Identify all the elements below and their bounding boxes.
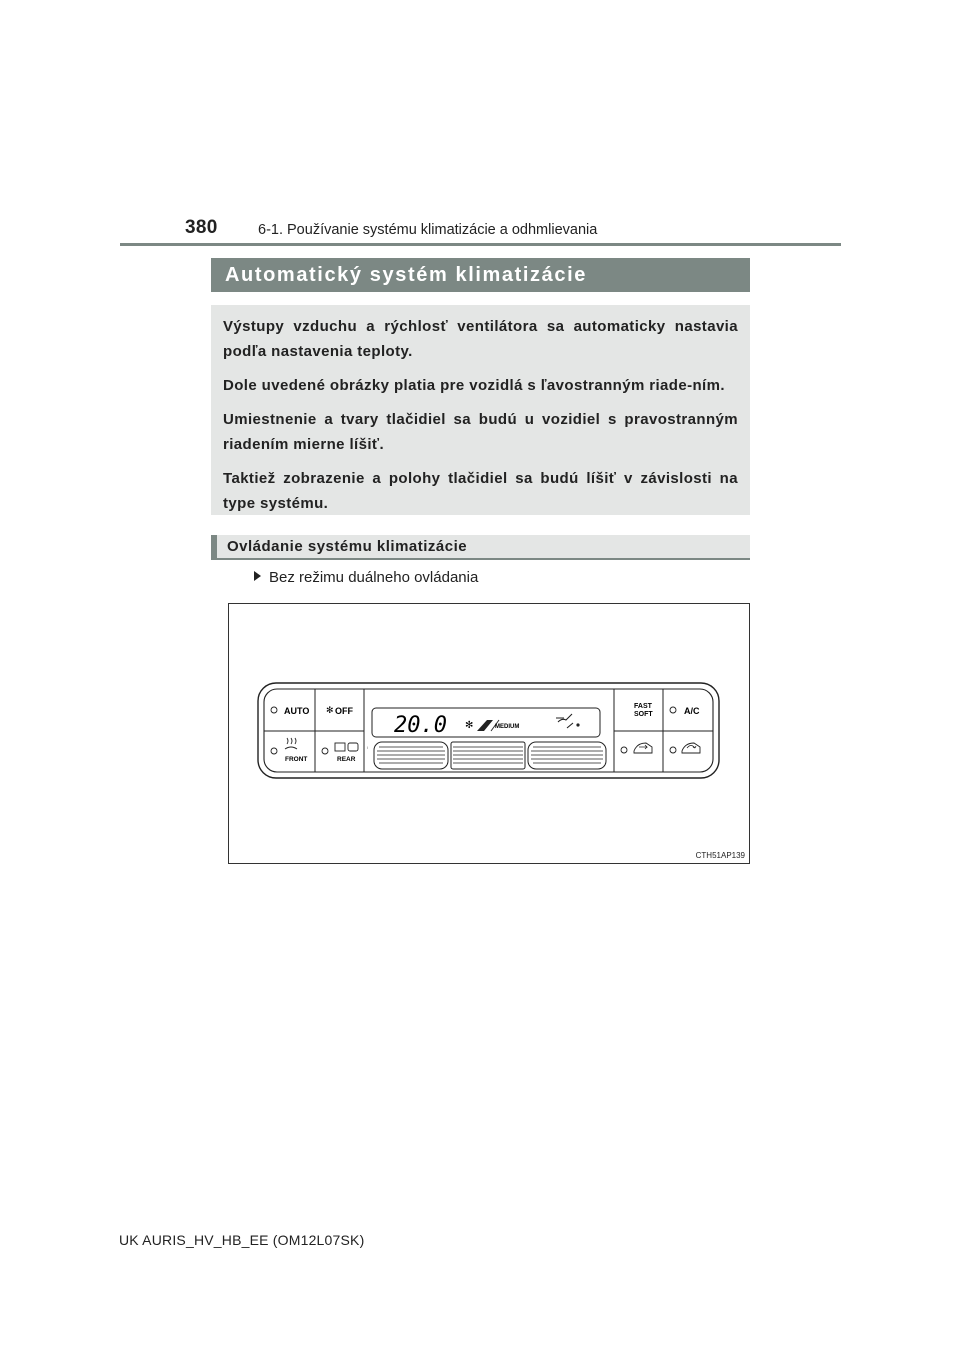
- off-button-label: OFF: [335, 706, 353, 716]
- bullet-item: [254, 569, 478, 586]
- figure-code: CTH51AP139: [695, 851, 745, 860]
- display-fan-icon: ✻: [465, 720, 474, 731]
- intro-paragraph: Taktiež zobrazenie a polohy tlačidiel sa budú líšiť v závislosti na type systému.: [223, 470, 738, 512]
- fast-label: FAST: [634, 703, 652, 710]
- auto-button-label: AUTO: [284, 706, 310, 716]
- bullet-text: Bez režimu duálneho ovládania: [269, 569, 479, 586]
- footer-model-code: UK AURIS_HV_HB_EE (OM12L07SK): [119, 1232, 365, 1248]
- intro-paragraph: Dole uvedené obrázky platia pre vozidlá s ľavostranným riade-ním.: [223, 377, 725, 394]
- soft-label: SOFT: [634, 711, 653, 718]
- climate-panel-figure: [228, 603, 750, 864]
- section-title: Automatický systém klimatizácie: [211, 258, 750, 292]
- fan-icon: ✻: [326, 706, 334, 716]
- svg-text:I: I: [367, 745, 369, 750]
- chapter-title: 6-1. Používanie systému klimatizácie a odhmlievania: [258, 222, 598, 238]
- intro-paragraph: Výstupy vzduchu a rýchlosť ventilátora sa automaticky nastavia podľa nastavenia teploty.: [223, 318, 738, 360]
- subsection-title: Ovládanie systému klimatizácie: [211, 535, 750, 560]
- front-button-label: FRONT: [285, 756, 308, 763]
- header-divider: [120, 243, 841, 246]
- intro-paragraph: Umiestnenie a tvary tlačidiel sa budú u vozidiel s pravostranným riadením mierne líšiť.: [223, 411, 738, 453]
- ac-button-label: A/C: [684, 706, 700, 716]
- triangle-bullet-icon: [254, 571, 261, 581]
- climate-control-panel-illustration: [229, 604, 749, 863]
- display-temperature: 20.0: [394, 713, 447, 738]
- intro-box: [211, 305, 750, 515]
- display-fan-speed: MEDIUM: [495, 724, 520, 730]
- rear-button-label: REAR: [337, 756, 356, 763]
- page-number: 380: [185, 217, 218, 238]
